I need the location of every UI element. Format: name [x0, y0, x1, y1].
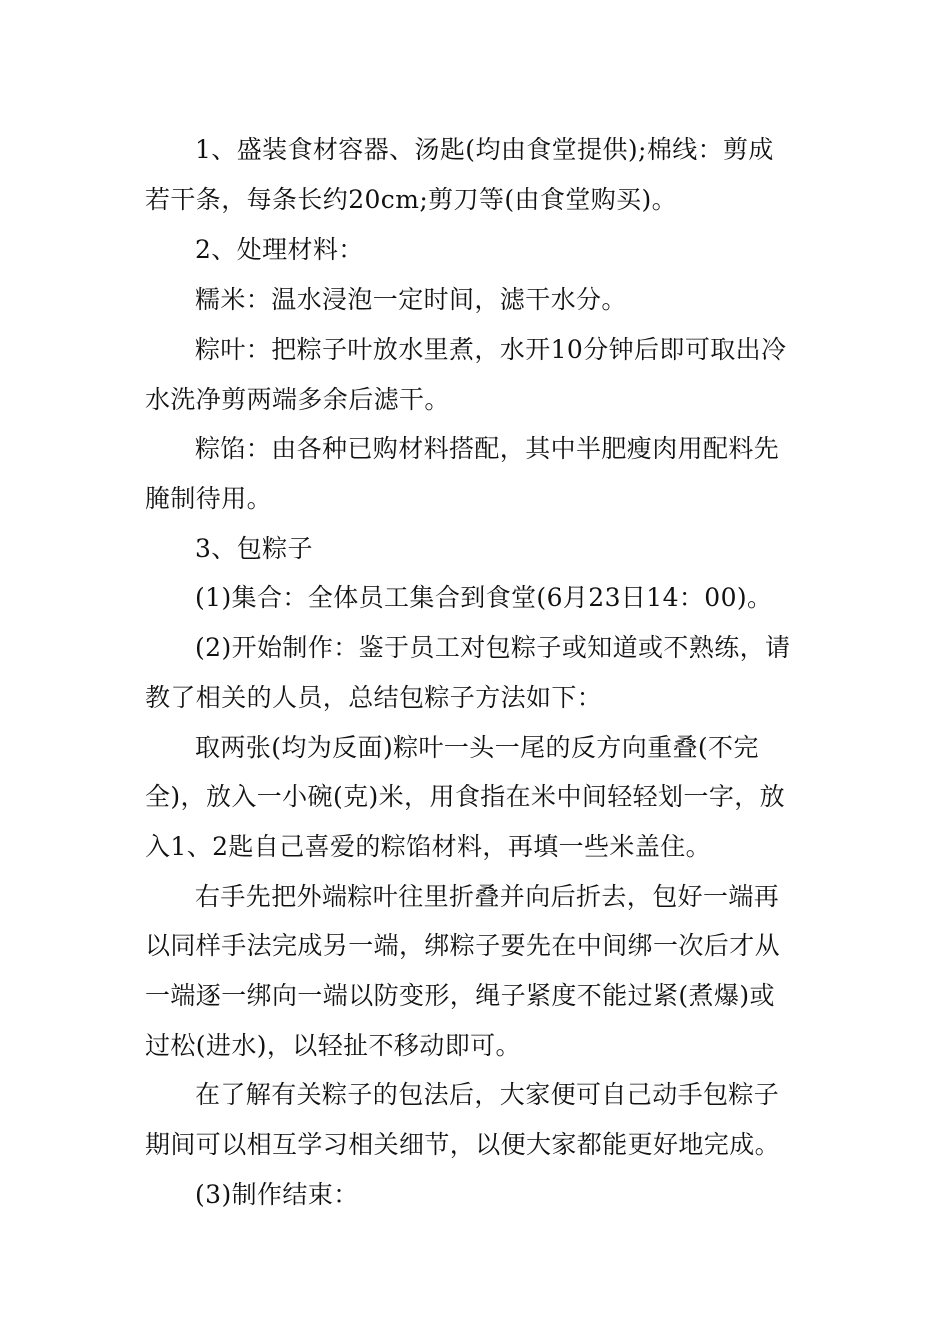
- text-line: 若干条，每条长约20cm;剪刀等(由食堂购买)。: [145, 185, 678, 214]
- text-line: 教了相关的人员，总结包粽子方法如下：: [145, 683, 603, 712]
- text-line: 3、包粽子: [195, 534, 313, 563]
- text-line: 在了解有关粽子的包法后，大家便可自己动手包粽子: [195, 1080, 780, 1109]
- text-line: 全)，放入一小碗(克)米，用食指在米中间轻轻划一字，放: [145, 782, 786, 811]
- text-line: 腌制待用。: [145, 484, 273, 513]
- text-line: 糯米：温水浸泡一定时间，滤干水分。: [195, 285, 627, 314]
- text-line: 过松(进水)，以轻扯不移动即可。: [145, 1031, 521, 1060]
- text-line: 以同样手法完成另一端，绑粽子要先在中间绑一次后才从: [145, 931, 781, 960]
- text-line: 期间可以相互学习相关细节，以便大家都能更好地完成。: [145, 1130, 781, 1159]
- text-line: (2)开始制作：鉴于员工对包粽子或知道或不熟练，请: [195, 633, 791, 662]
- text-line: 取两张(均为反面)粽叶一头一尾的反方向重叠(不完: [195, 733, 759, 762]
- text-line: 右手先把外端粽叶往里折叠并向后折去，包好一端再: [195, 882, 780, 911]
- text-line: 水洗净剪两端多余后滤干。: [145, 385, 450, 414]
- text-line: 2、处理材料：: [195, 235, 364, 264]
- text-line: (3)制作结束：: [195, 1180, 359, 1209]
- text-line: 1、盛装食材容器、汤匙(均由食堂提供);棉线：剪成: [195, 135, 774, 164]
- text-line: (1)集合：全体员工集合到食堂(6月23日14：00)。: [195, 583, 773, 612]
- text-line: 粽叶：把粽子叶放水里煮，水开10分钟后即可取出冷: [195, 335, 787, 364]
- text-line: 一端逐一绑向一端以防变形，绳子紧度不能过紧(煮爆)或: [145, 981, 775, 1010]
- text-line: 粽馅：由各种已购材料搭配，其中半肥瘦肉用配料先: [195, 434, 780, 463]
- text-line: 入1、2匙自己喜爱的粽馅材料，再填一些米盖住。: [145, 832, 712, 861]
